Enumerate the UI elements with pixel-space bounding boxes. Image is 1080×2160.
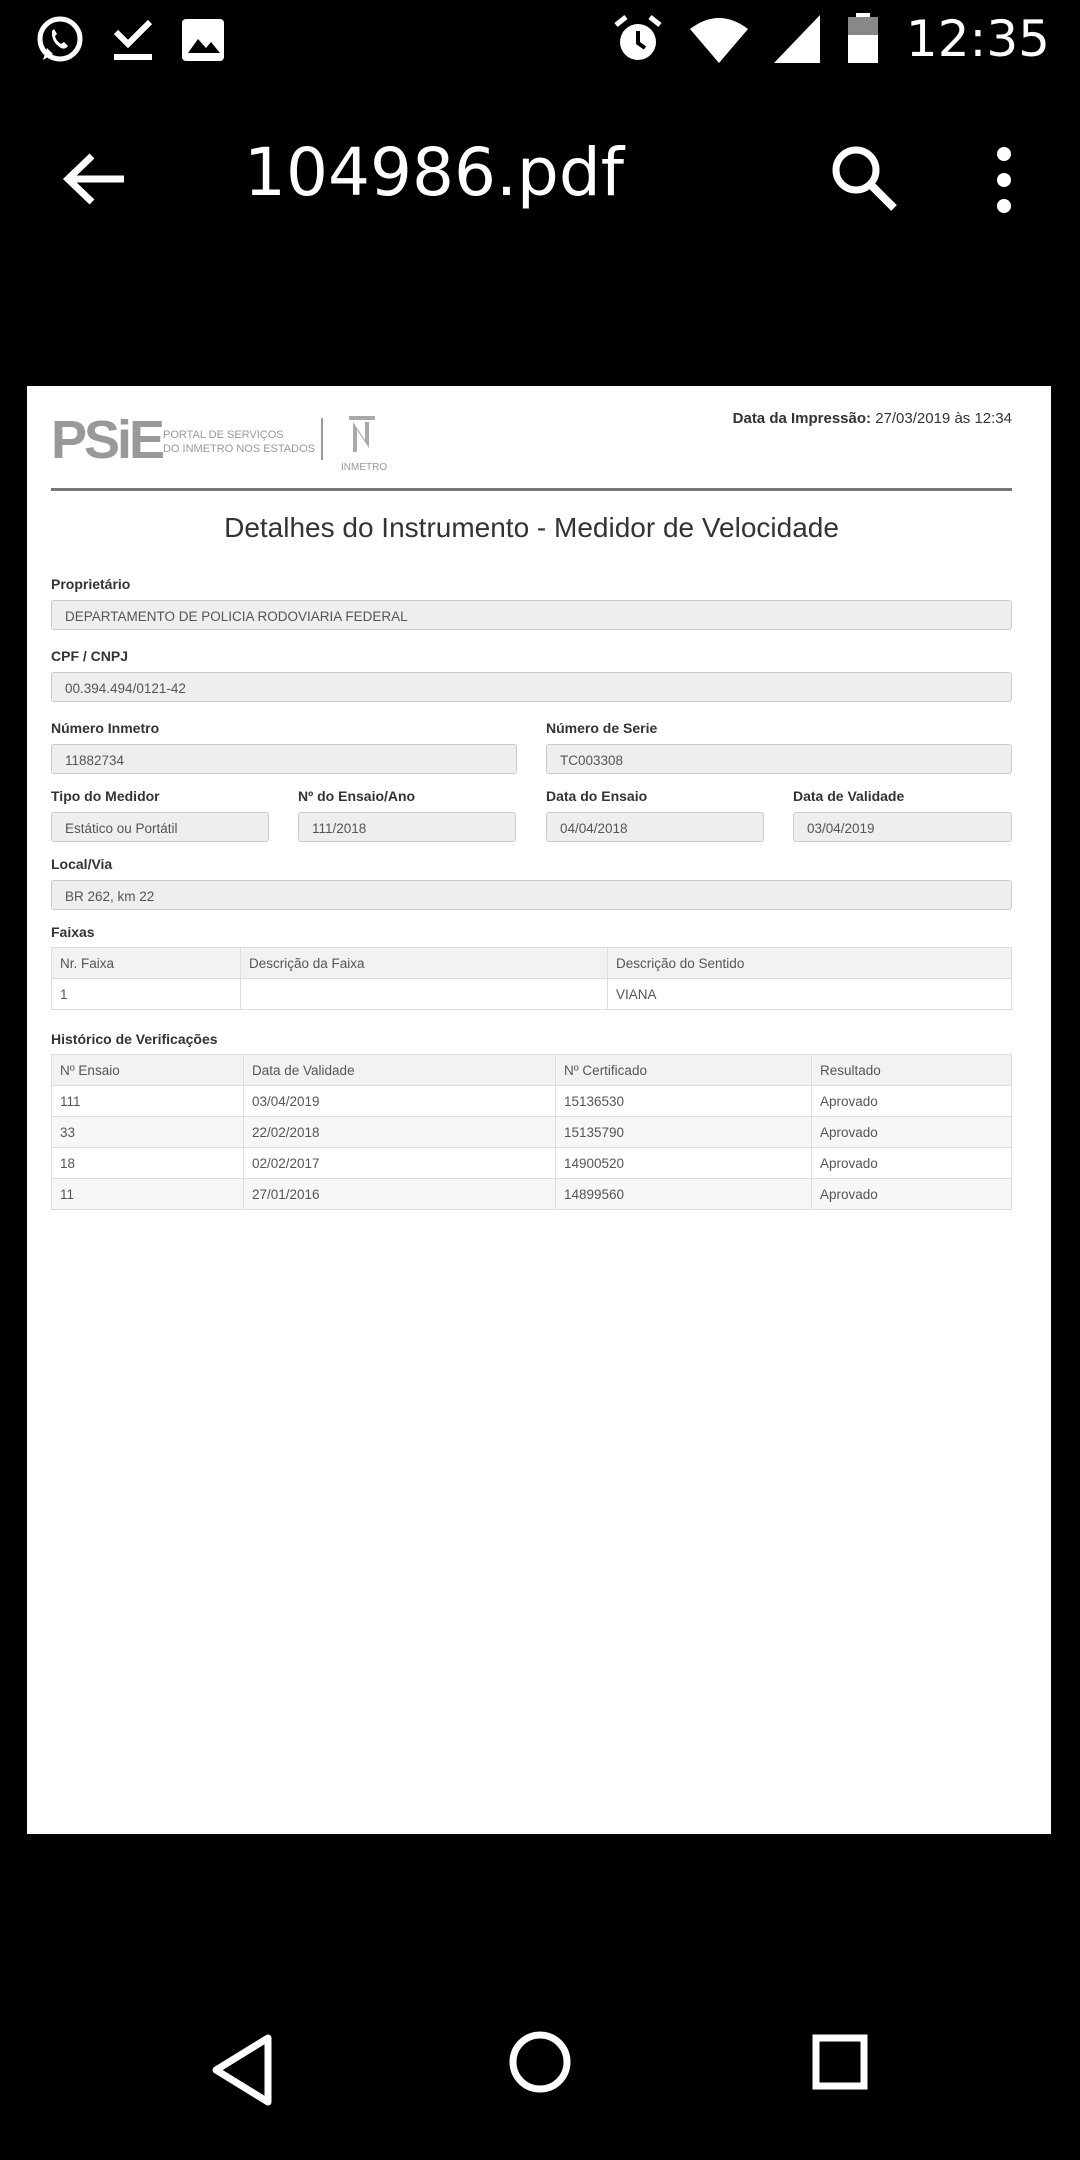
test-date-label: Data do Ensaio — [546, 788, 648, 804]
table-cell: 14899560 — [556, 1179, 812, 1210]
cpf-field: 00.394.494/0121-42 — [51, 672, 1012, 702]
table-cell: 11 — [52, 1179, 244, 1210]
table-cell: Aprovado — [812, 1117, 1012, 1148]
table-cell: 14900520 — [556, 1148, 812, 1179]
test-number-label: Nº do Ensaio/Ano — [298, 788, 416, 804]
meter-type-label: Tipo do Medidor — [51, 788, 160, 804]
table-cell: VIANA — [608, 979, 1012, 1010]
table-cell: 27/01/2016 — [244, 1179, 556, 1210]
table-cell: 15135790 — [556, 1117, 812, 1148]
test-number-field: 111/2018 — [298, 812, 516, 842]
validity-field: 03/04/2019 — [793, 812, 1012, 842]
location-label: Local/Via — [51, 856, 113, 872]
history-col-test: Nº Ensaio — [52, 1055, 244, 1086]
logo-caption-2: DO INMETRO NOS ESTADOS — [163, 443, 315, 455]
table-row — [52, 979, 1012, 1010]
history-heading: Histórico de Verificações — [51, 1031, 218, 1047]
app-bar — [0, 84, 1080, 274]
print-date-value: 27/03/2019 às 12:34 — [875, 410, 1012, 427]
table-cell — [241, 979, 608, 1010]
test-date-field: 04/04/2018 — [546, 812, 764, 842]
print-date-label: Data da Impressão: — [732, 410, 872, 427]
cpf-label: CPF / CNPJ — [51, 648, 129, 664]
logo-caption-1: PORTAL DE SERVIÇOS — [163, 429, 284, 441]
table-cell: 22/02/2018 — [244, 1117, 556, 1148]
table-cell: 18 — [52, 1148, 244, 1179]
history-table — [51, 1054, 1012, 1210]
history-header-row — [52, 1055, 1012, 1086]
meter-type-field: Estático ou Portátil — [51, 812, 269, 842]
history-col-certificate: Nº Certificado — [556, 1055, 812, 1086]
table-row — [52, 1117, 1012, 1148]
owner-label: Proprietário — [51, 576, 131, 592]
validity-label: Data de Validade — [793, 788, 905, 804]
table-cell: Aprovado — [812, 1148, 1012, 1179]
lanes-header-row — [52, 948, 1012, 979]
battery-icon — [846, 13, 880, 65]
location-field: BR 262, km 22 — [51, 880, 1012, 910]
table-cell: 33 — [52, 1117, 244, 1148]
alarm-icon — [612, 13, 664, 65]
inmetro-number-field: 11882734 — [51, 744, 517, 774]
psie-logo — [51, 412, 401, 472]
table-cell: Aprovado — [812, 1179, 1012, 1210]
wifi-icon — [690, 15, 748, 63]
lanes-table — [51, 947, 1012, 1010]
more-vert-icon[interactable] — [984, 144, 1024, 216]
table-cell: Aprovado — [812, 1086, 1012, 1117]
status-bar — [0, 0, 1080, 84]
inmetro-number-label: Número Inmetro — [51, 720, 160, 736]
inmetro-text: INMETRO — [341, 462, 388, 472]
table-cell: 15136530 — [556, 1086, 812, 1117]
lanes-col-number: Nr. Faixa — [52, 948, 241, 979]
owner-field: DEPARTAMENTO DE POLICIA RODOVIARIA FEDERAL — [51, 600, 1012, 630]
search-icon[interactable] — [828, 142, 902, 216]
table-row — [52, 1086, 1012, 1117]
signal-icon — [774, 15, 820, 63]
nav-home-icon[interactable] — [508, 2030, 572, 2094]
lanes-col-direction: Descrição do Sentido — [608, 948, 1012, 979]
logo-psie-text: PSiE — [51, 412, 163, 470]
history-col-result: Resultado — [812, 1055, 1012, 1086]
image-icon — [180, 17, 226, 63]
lanes-heading: Faixas — [51, 924, 95, 940]
status-time: 12:35 — [905, 10, 1050, 68]
serial-field: TC003308 — [546, 744, 1012, 774]
pdf-page[interactable] — [27, 386, 1051, 1834]
table-cell: 02/02/2017 — [244, 1148, 556, 1179]
table-cell: 03/04/2019 — [244, 1086, 556, 1117]
header-divider — [51, 488, 1012, 491]
table-cell: 1 — [52, 979, 241, 1010]
download-done-icon — [110, 14, 156, 66]
nav-recent-icon[interactable] — [812, 2034, 868, 2090]
file-name-title: 104986.pdf — [244, 134, 624, 211]
back-arrow-icon[interactable] — [60, 144, 130, 214]
serial-label: Número de Serie — [546, 720, 658, 736]
table-row — [52, 1148, 1012, 1179]
table-cell: 111 — [52, 1086, 244, 1117]
print-date — [733, 410, 1012, 427]
navigation-bar — [0, 1984, 1080, 2160]
nav-back-icon[interactable] — [208, 2030, 278, 2110]
table-row — [52, 1179, 1012, 1210]
history-col-validity: Data de Validade — [244, 1055, 556, 1086]
document-title: Detalhes do Instrumento - Medidor de Velocidade — [224, 512, 839, 543]
whatsapp-icon — [34, 14, 86, 66]
lanes-col-description: Descrição da Faixa — [241, 948, 608, 979]
